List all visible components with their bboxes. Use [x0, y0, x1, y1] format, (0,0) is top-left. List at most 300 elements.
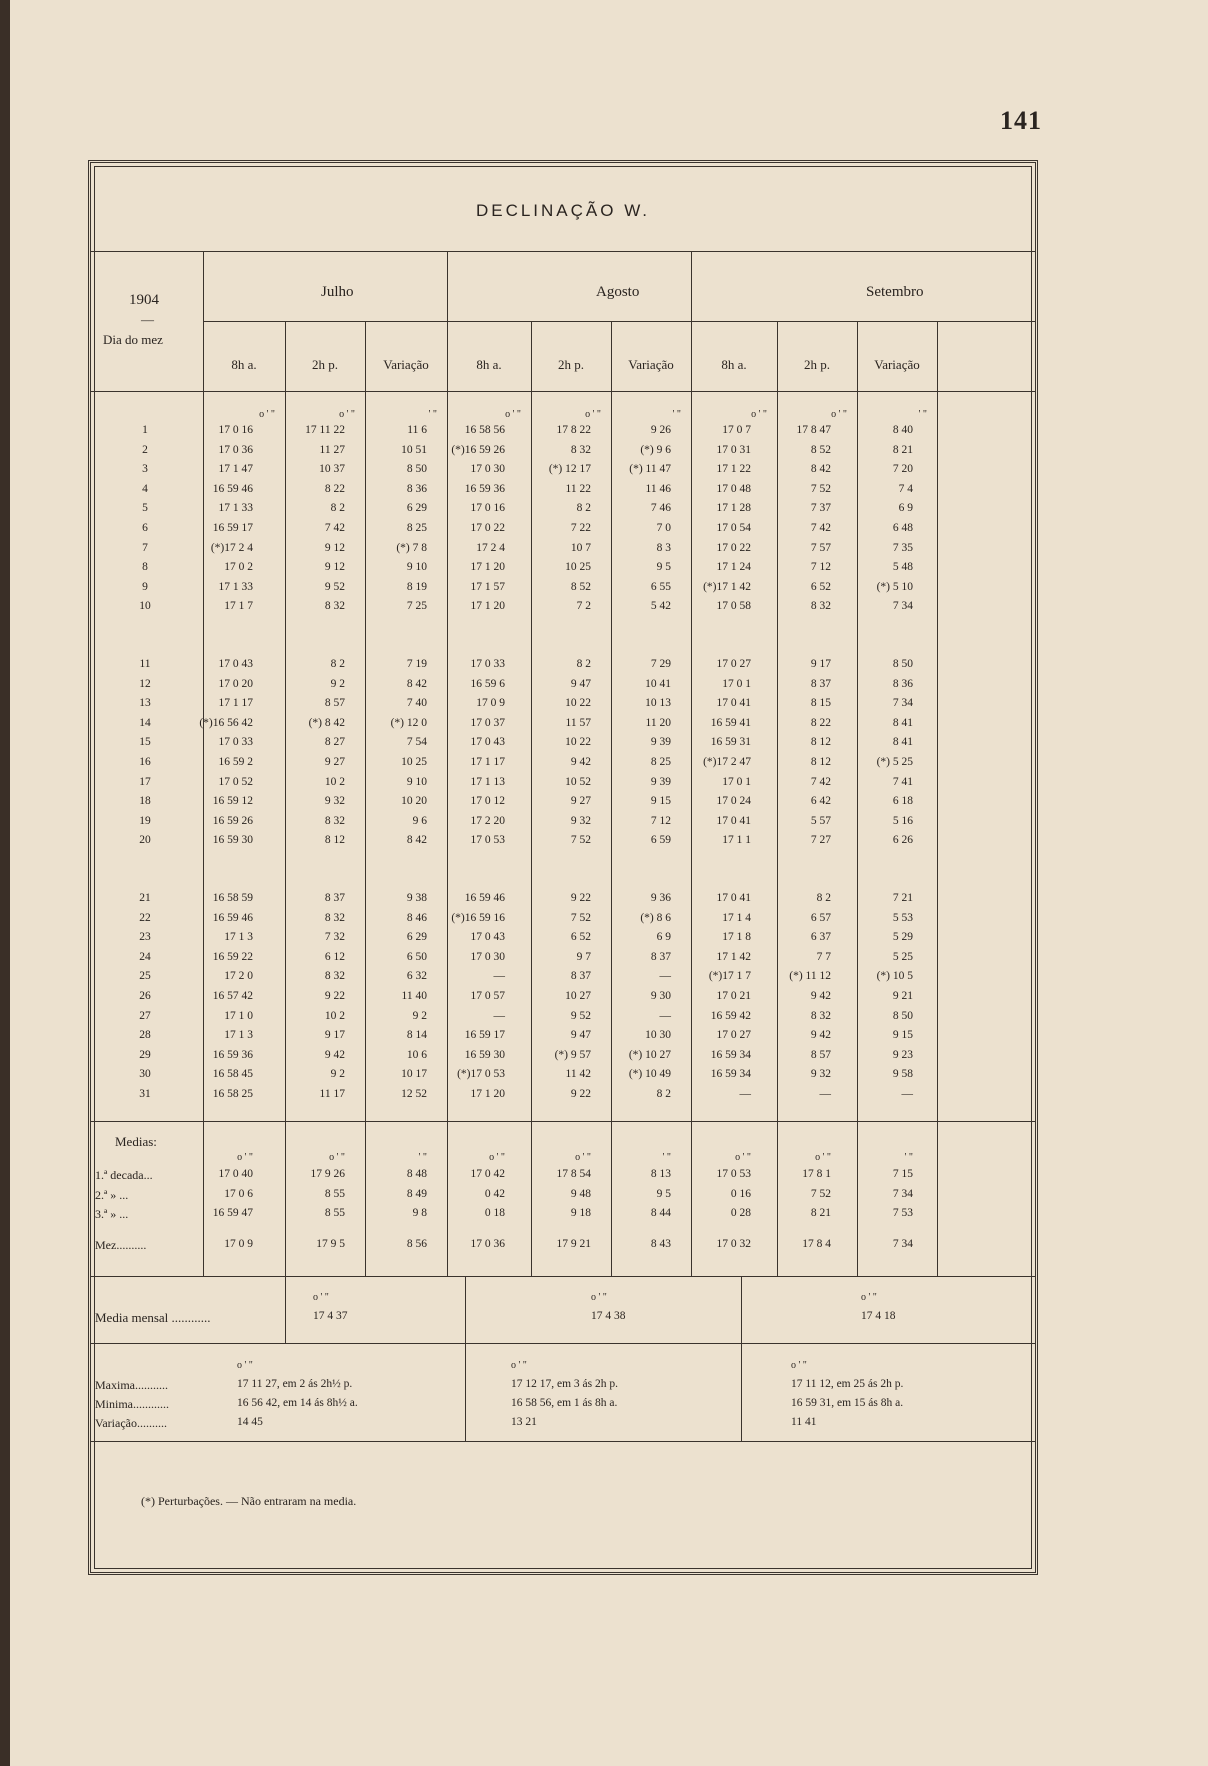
data-cell: 17 1 4 [722, 911, 751, 924]
mez-cell: 7 34 [892, 1238, 913, 1250]
data-cell: (*) 8 42 [308, 716, 345, 729]
data-cell: (*)17 1 42 [703, 580, 751, 593]
data-cell: 17 0 16 [218, 424, 253, 436]
summary-label-rule [285, 1276, 286, 1343]
data-cell: 11 22 [565, 482, 591, 495]
mez-cell: 17 0 32 [716, 1238, 751, 1250]
medias-cell: 8 55 [324, 1207, 345, 1219]
decade-label: 1.ª decada... [95, 1168, 153, 1182]
data-cell: 6 29 [406, 931, 427, 944]
data-cell: 7 7 [816, 950, 831, 963]
data-cell: 17 0 41 [716, 814, 751, 827]
data-cell: 7 4 [898, 482, 913, 495]
data-cell: 6 50 [406, 950, 427, 963]
data-cell: 17 1 7 [224, 600, 253, 613]
data-cell: 17 1 17 [470, 756, 505, 768]
data-cell: 17 1 33 [218, 502, 253, 515]
data-cell: 10 20 [401, 795, 427, 808]
data-cell: 17 0 22 [716, 541, 751, 554]
data-cell: (*) 12 0 [390, 716, 427, 729]
mez-cell: 17 9 5 [316, 1238, 345, 1250]
data-cell: 6 52 [570, 931, 591, 944]
data-cell: 17 0 43 [470, 736, 505, 749]
data-cell: 9 36 [650, 892, 671, 904]
medias-cell: 17 0 42 [470, 1168, 505, 1180]
data-cell: 5 53 [892, 911, 913, 924]
data-cell: (*) 5 10 [876, 580, 913, 593]
extreme-value-agosto: 17 12 17, em 3 ás 2h p. [511, 1378, 619, 1390]
footnote: (*) Perturbações. — Não entraram na media. [141, 1494, 357, 1508]
rule-above-footnote [91, 1441, 1035, 1442]
data-cell: (*) 10 27 [628, 1048, 671, 1061]
data-cell: 16 58 45 [212, 1068, 253, 1081]
data-cell: 17 0 24 [716, 795, 751, 808]
data-cell: (*)16 59 16 [451, 911, 505, 924]
data-cell: 17 2 20 [470, 814, 505, 827]
data-cell: 16 59 36 [464, 482, 505, 495]
document-page [10, 0, 1208, 1766]
data-cell: 6 37 [810, 931, 831, 944]
day-number: 31 [139, 1088, 151, 1100]
data-cell: 6 29 [406, 502, 427, 515]
data-cell: 6 52 [810, 580, 831, 593]
medias-cell: 8 49 [406, 1187, 427, 1200]
degree-units: o ' " [259, 409, 275, 420]
day-number: 11 [139, 658, 151, 670]
data-cell: 7 22 [570, 522, 591, 534]
day-number: 23 [139, 931, 151, 944]
mez-cell: 17 8 4 [802, 1238, 831, 1250]
medias-cell: 17 0 53 [716, 1168, 751, 1180]
data-cell: 8 46 [406, 911, 427, 924]
data-cell: 17 2 0 [224, 970, 253, 983]
media-mensal-value: 17 4 37 [313, 1310, 348, 1322]
data-cell: 9 58 [892, 1068, 913, 1081]
subcolumn-8h: 8h a. [721, 357, 747, 372]
column-rule [937, 321, 938, 1121]
data-cell: 6 55 [650, 580, 671, 593]
data-cell: 17 0 30 [470, 463, 505, 476]
month-julho: Julho [321, 284, 354, 300]
rule-above-medias [91, 1121, 1035, 1122]
media-mensal-units: o ' " [591, 1292, 607, 1303]
data-cell: 9 52 [570, 1009, 591, 1022]
day-number: 16 [139, 756, 151, 768]
data-cell: 5 25 [892, 950, 913, 963]
data-cell: 9 12 [324, 541, 345, 554]
data-cell: 9 52 [324, 580, 345, 593]
degree-units: o ' " [585, 409, 601, 420]
data-cell: (*)17 0 53 [457, 1068, 505, 1081]
data-cell: 5 42 [650, 600, 671, 613]
data-cell: 10 6 [406, 1048, 427, 1061]
data-cell: 9 30 [650, 990, 671, 1002]
data-cell: 7 29 [650, 658, 671, 670]
data-cell: 11 57 [565, 716, 591, 729]
data-cell: (*) 10 5 [876, 970, 913, 983]
data-cell: — [659, 1009, 671, 1022]
media-mensal-value: 17 4 38 [591, 1310, 626, 1322]
medias-cell: 8 48 [406, 1168, 427, 1180]
data-cell: 8 40 [892, 424, 913, 436]
data-cell: 7 12 [650, 814, 671, 827]
medias-cell: 8 21 [810, 1207, 831, 1219]
data-cell: 16 59 31 [710, 736, 751, 749]
data-cell: 8 2 [330, 658, 345, 670]
data-cell: 8 42 [810, 463, 831, 476]
medias-cell: 17 0 6 [224, 1187, 253, 1200]
data-cell: 8 32 [810, 600, 831, 613]
data-cell: (*) 9 6 [640, 443, 671, 456]
extreme-value-setembro: 16 59 31, em 15 ás 8h a. [791, 1397, 904, 1409]
data-cell: 17 0 16 [470, 502, 505, 515]
data-cell: 8 50 [406, 463, 427, 476]
extreme-label: Variação.......... [95, 1416, 167, 1430]
degree-units: o ' " [751, 409, 767, 420]
data-cell: 5 16 [892, 814, 913, 827]
medias-units: o ' " [237, 1152, 253, 1163]
data-cell: — [659, 970, 671, 983]
data-cell: 7 2 [576, 600, 591, 613]
data-cell: 17 1 20 [470, 561, 505, 574]
data-cell: 10 25 [401, 756, 427, 768]
day-number: 10 [139, 600, 151, 613]
summary-month-rule [465, 1276, 466, 1441]
data-cell: 16 58 56 [464, 424, 505, 436]
degree-units: o ' " [831, 409, 847, 420]
data-cell: 8 37 [650, 950, 671, 963]
medias-cell: 9 8 [412, 1207, 427, 1219]
data-cell: 7 20 [892, 463, 913, 476]
extreme-label: Maxima........... [95, 1378, 168, 1392]
data-cell: 7 25 [406, 600, 427, 613]
data-cell: — [901, 1088, 913, 1100]
subcolumn-variacao: Variação [628, 357, 674, 372]
data-cell: 10 52 [565, 775, 591, 788]
data-cell: 9 23 [892, 1048, 913, 1061]
data-cell: 6 9 [898, 502, 913, 515]
data-cell: 17 0 33 [470, 658, 505, 670]
data-cell: 17 8 47 [796, 424, 831, 436]
data-cell: 16 59 42 [710, 1009, 751, 1022]
subcolumn-8h: 8h a. [231, 357, 257, 372]
data-cell: 8 3 [656, 541, 671, 554]
data-cell: 17 0 31 [716, 443, 751, 456]
data-cell: 8 50 [892, 1009, 913, 1022]
data-cell: 6 59 [650, 834, 671, 847]
medias-units: ' " [418, 1152, 427, 1163]
data-cell: 8 32 [324, 911, 345, 924]
medias-cell: 8 55 [324, 1187, 345, 1200]
data-cell: 7 42 [324, 522, 345, 534]
data-cell: 9 5 [656, 561, 671, 574]
year-dash: — [141, 312, 154, 327]
data-cell: 8 2 [576, 502, 591, 515]
data-cell: 8 2 [330, 502, 345, 515]
day-number: 4 [142, 482, 148, 495]
data-cell: 17 1 1 [722, 834, 751, 847]
data-cell: 12 52 [401, 1088, 427, 1100]
medias-cell: 0 16 [730, 1187, 751, 1200]
medias-cell: 8 44 [650, 1207, 671, 1219]
data-cell: 17 2 4 [476, 541, 505, 554]
data-cell: 9 47 [570, 1029, 591, 1042]
data-cell: 5 57 [810, 814, 831, 827]
data-cell: (*) 9 57 [554, 1048, 591, 1061]
data-cell: 17 1 24 [716, 561, 751, 574]
data-cell: 17 1 17 [218, 697, 253, 710]
data-cell: 8 2 [656, 1088, 671, 1100]
data-cell: 16 59 30 [464, 1048, 505, 1061]
rule-above-media-mensal [91, 1276, 1035, 1277]
day-number: 13 [139, 697, 151, 710]
data-cell: 16 59 34 [710, 1048, 751, 1061]
data-cell: 8 36 [406, 482, 427, 495]
data-cell: 16 59 41 [710, 716, 751, 729]
data-cell: 17 0 21 [716, 990, 751, 1002]
data-cell: 9 2 [330, 677, 345, 690]
data-cell: 17 1 42 [716, 950, 751, 963]
data-cell: 9 10 [406, 561, 427, 574]
year-label: 1904 [129, 292, 159, 308]
data-cell: — [493, 1009, 505, 1022]
data-cell: 16 59 2 [218, 756, 253, 768]
mez-cell: 8 43 [650, 1238, 671, 1250]
data-cell: 17 0 43 [470, 931, 505, 944]
data-cell: 8 2 [816, 892, 831, 904]
data-cell: 6 48 [892, 522, 913, 534]
degree-units: ' " [918, 409, 927, 420]
medias-units: o ' " [815, 1152, 831, 1163]
data-cell: 9 22 [324, 990, 345, 1002]
data-cell: (*) 5 25 [876, 756, 913, 768]
medias-cell: 8 13 [650, 1168, 671, 1180]
data-cell: 17 0 36 [218, 443, 253, 456]
data-cell: 17 1 13 [470, 775, 505, 788]
day-number: 7 [142, 541, 148, 554]
data-cell: 16 57 42 [212, 990, 253, 1002]
table-title: DECLINAÇÃO W. [475, 201, 651, 220]
data-cell: 8 19 [406, 580, 427, 593]
medias-label: Medias: [115, 1134, 157, 1149]
subcolumn-8h: 8h a. [476, 357, 502, 372]
day-column-label: Dia do mez [103, 332, 163, 347]
data-cell: 9 22 [570, 892, 591, 904]
rule-under-months [203, 321, 1035, 322]
data-cell: 6 12 [324, 950, 345, 963]
media-mensal-value: 17 4 18 [861, 1310, 896, 1322]
data-cell: 7 34 [892, 600, 913, 613]
subcolumn-variacao: Variação [874, 357, 920, 372]
data-cell: 16 59 46 [212, 911, 253, 924]
data-cell: 8 32 [570, 443, 591, 456]
day-number: 1 [142, 424, 148, 436]
day-number: 30 [139, 1068, 151, 1081]
medias-cell: 0 28 [730, 1207, 751, 1219]
extreme-units: o ' " [791, 1360, 807, 1371]
data-cell: (*) 8 6 [640, 911, 671, 924]
data-cell: 17 1 28 [716, 502, 751, 515]
data-cell: 9 42 [570, 756, 591, 768]
data-cell: 8 2 [576, 658, 591, 670]
medias-units: ' " [662, 1152, 671, 1163]
mez-cell: 17 0 9 [224, 1238, 253, 1250]
medias-cell: 7 53 [892, 1207, 913, 1219]
subcolumn-variacao: Variação [383, 357, 429, 372]
data-cell: 11 27 [319, 443, 345, 456]
data-cell: 8 37 [324, 892, 345, 904]
data-cell: 10 13 [645, 697, 671, 710]
data-cell: 8 21 [892, 443, 913, 456]
data-cell: 10 22 [565, 736, 591, 749]
data-cell: 8 22 [324, 482, 345, 495]
medias-cell: 9 18 [570, 1207, 591, 1219]
data-cell: 8 32 [810, 1009, 831, 1022]
data-cell: 9 22 [570, 1088, 591, 1100]
table-inner-border [94, 166, 1032, 1569]
data-cell: 10 27 [565, 990, 591, 1002]
data-cell: 6 9 [656, 931, 671, 944]
extreme-value-julho: 16 56 42, em 14 ás 8h½ a. [237, 1397, 358, 1409]
day-number: 15 [139, 736, 151, 749]
data-cell: 10 2 [324, 1009, 345, 1022]
medias-cell: 7 52 [810, 1187, 831, 1200]
data-cell: (*) 7 8 [396, 541, 427, 554]
extreme-units: o ' " [237, 1360, 253, 1371]
day-number: 26 [139, 990, 151, 1002]
extreme-value-julho: 17 11 27, em 2 ás 2h½ p. [237, 1378, 353, 1390]
data-cell: 5 48 [892, 561, 913, 574]
data-cell: 9 17 [324, 1029, 345, 1042]
rule-under-header [91, 391, 1035, 392]
data-cell: (*)17 2 4 [210, 541, 253, 554]
data-cell: 17 0 53 [470, 834, 505, 847]
data-cell: 8 25 [650, 756, 671, 768]
data-cell: 7 54 [406, 736, 427, 749]
data-cell: 7 40 [406, 697, 427, 710]
data-cell: 10 17 [401, 1068, 427, 1081]
data-cell: 16 59 17 [212, 522, 253, 534]
data-cell: 11 17 [319, 1088, 345, 1100]
media-mensal-units: o ' " [313, 1292, 329, 1303]
data-cell: 17 0 9 [476, 697, 505, 710]
data-cell: 7 52 [570, 911, 591, 924]
data-cell: 9 47 [570, 677, 591, 690]
data-cell: 6 26 [892, 834, 913, 847]
data-cell: 17 0 27 [716, 658, 751, 670]
data-cell: 8 32 [324, 600, 345, 613]
data-cell: 17 0 33 [218, 736, 253, 749]
subcolumn-2h: 2h p. [804, 357, 830, 372]
data-cell: 16 59 30 [212, 834, 253, 847]
medias-cell: 17 9 26 [310, 1168, 345, 1180]
extreme-value-setembro: 17 11 12, em 25 ás 2h p. [791, 1378, 904, 1390]
medias-units: o ' " [735, 1152, 751, 1163]
medias-cell: 7 34 [892, 1187, 913, 1200]
data-cell: 11 42 [565, 1068, 591, 1081]
data-cell: 7 21 [892, 892, 913, 904]
media-mensal-units: o ' " [861, 1292, 877, 1303]
data-cell: 16 59 36 [212, 1048, 253, 1061]
data-cell: 17 0 27 [716, 1029, 751, 1042]
data-cell: 9 39 [650, 775, 671, 788]
data-cell: 9 27 [570, 795, 591, 808]
data-cell: 8 12 [810, 736, 831, 749]
data-cell: 7 34 [892, 697, 913, 710]
day-number: 12 [139, 677, 151, 690]
data-cell: (*) 10 49 [628, 1068, 671, 1081]
data-cell: 17 0 7 [722, 424, 751, 436]
data-cell: 16 59 46 [464, 892, 505, 904]
data-cell: 8 25 [406, 522, 427, 534]
data-cell: 17 0 1 [722, 677, 751, 690]
data-cell: 11 20 [645, 716, 671, 729]
data-cell: 17 1 0 [224, 1009, 253, 1022]
data-cell: 7 52 [810, 482, 831, 495]
data-cell: 17 0 20 [218, 677, 253, 690]
day-number: 6 [142, 522, 148, 534]
mez-cell: 8 56 [406, 1238, 427, 1250]
data-cell: 9 7 [576, 950, 591, 963]
data-cell: 9 27 [324, 756, 345, 768]
data-cell: 17 1 47 [218, 463, 253, 476]
extreme-units: o ' " [511, 1360, 527, 1371]
data-cell: 7 57 [810, 541, 831, 554]
data-cell: 16 59 46 [212, 482, 253, 495]
data-cell: 17 1 3 [224, 1029, 253, 1042]
day-number: 3 [142, 463, 148, 476]
data-cell: (*)16 59 26 [451, 443, 505, 456]
medias-units: o ' " [329, 1152, 345, 1163]
data-cell: 10 7 [570, 541, 591, 554]
data-cell: 9 26 [650, 424, 671, 436]
day-number: 14 [139, 716, 151, 729]
rule-under-title [91, 251, 1035, 252]
data-cell: 17 1 20 [470, 600, 505, 613]
data-cell: 9 15 [650, 795, 671, 808]
data-cell: — [819, 1088, 831, 1100]
degree-units: o ' " [339, 409, 355, 420]
medias-cell: 17 0 40 [218, 1168, 253, 1180]
data-cell: 10 37 [319, 463, 345, 476]
data-cell: 8 42 [406, 834, 427, 847]
rule-above-extremes [91, 1343, 1035, 1344]
data-cell: 10 51 [401, 443, 427, 456]
data-cell: 16 59 34 [710, 1068, 751, 1081]
data-cell: 17 0 57 [470, 990, 505, 1002]
data-cell: (*)16 56 42 [199, 716, 253, 729]
data-cell: 8 27 [324, 736, 345, 749]
degree-units: o ' " [505, 409, 521, 420]
table-frame [88, 160, 1038, 1575]
day-number: 27 [139, 1009, 151, 1022]
day-number: 24 [139, 950, 151, 963]
day-number: 28 [139, 1029, 151, 1042]
day-number: 8 [142, 561, 148, 574]
data-cell: 8 41 [892, 716, 913, 729]
data-cell: 8 12 [324, 834, 345, 847]
data-cell: 9 2 [412, 1009, 427, 1022]
data-cell: 9 42 [810, 1029, 831, 1042]
data-cell: 7 37 [810, 502, 831, 515]
data-cell: 9 42 [810, 990, 831, 1002]
medias-units: o ' " [575, 1152, 591, 1163]
data-cell: 17 0 48 [716, 482, 751, 495]
day-number: 20 [139, 834, 151, 847]
mez-cell: 17 0 36 [470, 1238, 505, 1250]
day-number: 21 [139, 892, 151, 904]
page-number: 141 [1000, 106, 1042, 135]
